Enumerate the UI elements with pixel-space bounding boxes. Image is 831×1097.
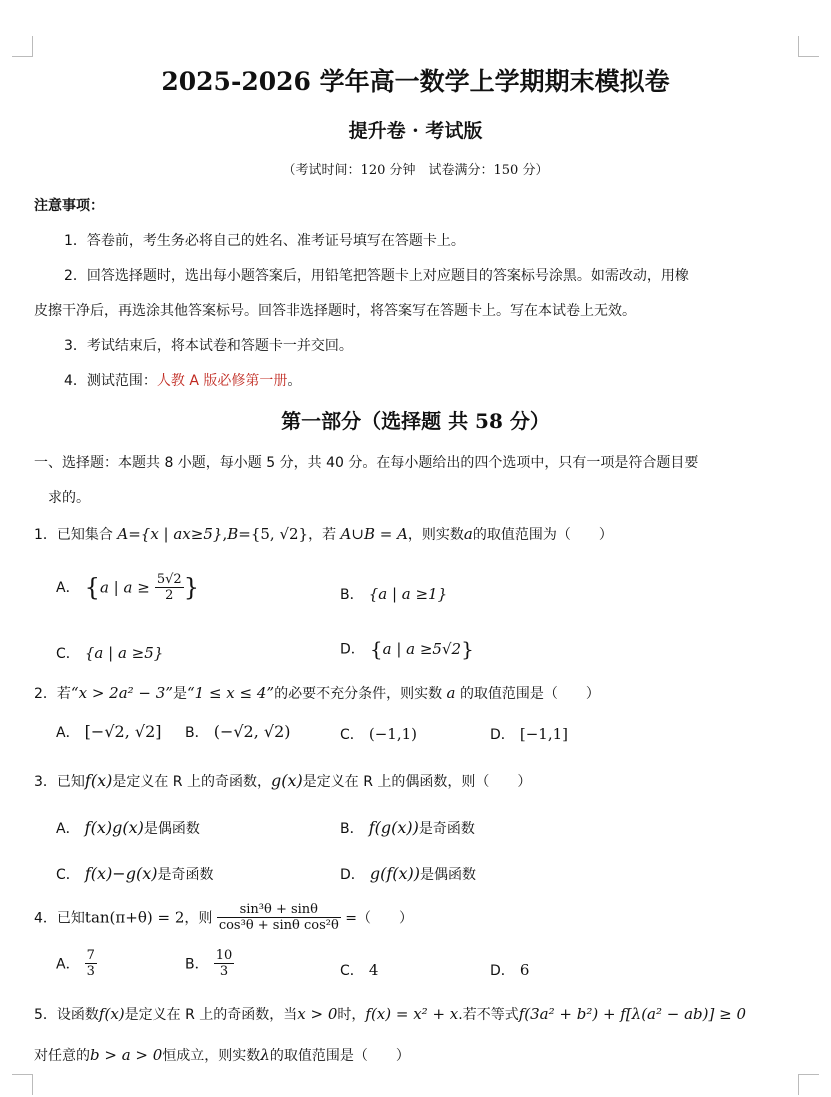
q2-mid: 是 <box>172 686 187 702</box>
q3-option-c[interactable] <box>56 864 213 884</box>
page-subtitle: 提升卷 · 考试版 <box>348 120 483 142</box>
q1-mid: ，若 <box>308 527 337 543</box>
page-title: 2025-2026 学年高一数学上学期期末模拟卷 <box>161 67 670 96</box>
crop-mark-top-left <box>12 36 33 57</box>
q1-option-a-fraction <box>155 572 184 603</box>
q2-option-a-text: [−√2, √2] <box>84 722 162 741</box>
q3-option-b-text: 是奇函数 <box>418 821 475 837</box>
q4-option-a[interactable] <box>56 948 97 979</box>
q3-option-c-label: C． <box>56 867 80 883</box>
q1-a-brace-right: } <box>183 573 199 602</box>
q5-cond2: b > a > 0 <box>90 1046 163 1064</box>
question-5-stem-line2 <box>34 1045 410 1065</box>
q4-option-c-text: 4 <box>368 961 379 979</box>
q4-option-c-label: C． <box>340 963 364 979</box>
q1-d-brace-left: { <box>369 637 383 661</box>
q5-inequality: f(3a² + b²) + f[λ(a² − ab)] ≥ 0 <box>518 1005 747 1023</box>
test-range: 人教 A 版必修第一册 <box>156 373 288 389</box>
q2-option-d[interactable] <box>490 724 568 744</box>
q1-end: 的取值范围为（ ） <box>472 527 613 543</box>
q5-cond: x > 0 <box>297 1005 338 1023</box>
q3-option-d-label: D． <box>340 867 365 883</box>
q1-condition: A∪B = A <box>340 525 408 543</box>
q4-option-b-fraction <box>214 948 235 979</box>
q3-t2: 是定义在 R 上的偶函数，则（ ） <box>302 774 532 790</box>
q4-option-a-fraction <box>85 948 97 979</box>
q4-mid: ，则 <box>184 910 213 927</box>
notice-heading: 注意事项： <box>34 198 104 214</box>
q3-option-c-math: f(x)−g(x) <box>84 864 158 883</box>
q1-var: a <box>463 525 473 543</box>
q4-end: =（ ） <box>345 910 413 927</box>
q1-set-b: 5, √2 <box>260 525 299 543</box>
q1-set-a: A={x | ax≥5} <box>117 525 223 543</box>
q5-num: 5．设函数 <box>34 1007 99 1023</box>
q3-option-c-text: 是奇函数 <box>157 867 214 883</box>
q5-t1: 是定义在 R 上的奇函数，当 <box>124 1007 298 1023</box>
q4-num: 4．已知 <box>34 910 85 927</box>
q5-def: f(x) = x² + x <box>365 1005 459 1023</box>
q4-option-d[interactable] <box>490 960 529 980</box>
q1-mid2: ，则实数 <box>407 527 464 543</box>
q1-d-brace-right: } <box>461 637 474 661</box>
q5-t2: 时， <box>337 1007 366 1023</box>
q5-line2-pre: 对任意的 <box>34 1048 90 1064</box>
notice-item-4-suffix: 。 <box>287 373 302 389</box>
q5-t3: .若不等式 <box>458 1007 519 1023</box>
notice-item-3: 3．考试结束后，将本试卷和答题卡一并交回。 <box>64 338 353 354</box>
q1-num: 1．已知集合 <box>34 527 113 543</box>
q1-option-b-text: {a | a ≥1} <box>368 585 448 603</box>
q5-line2-mid: 恒成立，则实数 <box>162 1048 261 1064</box>
q3-option-d[interactable] <box>340 864 476 884</box>
crop-mark-bottom-right <box>798 1074 819 1095</box>
section-instructions-line2: 求的。 <box>48 490 90 506</box>
q3-option-b-label: B． <box>340 821 364 837</box>
q4-option-b[interactable] <box>185 948 234 979</box>
q1-option-c-text: {a | a ≥5} <box>84 644 164 662</box>
notice-item-4-prefix: 4．测试范围： <box>64 373 157 389</box>
q5-f: f(x) <box>98 1005 125 1023</box>
q2-option-c-text: (−1,1) <box>368 725 418 743</box>
notice-item-4 <box>64 370 301 390</box>
q5-var: λ <box>260 1046 270 1064</box>
q2-cond2: “1 ≤ x ≤ 4” <box>186 684 275 702</box>
q1-brace-right: } <box>298 525 309 543</box>
part-one-title: 第一部分（选择题 共 58 分） <box>281 409 550 433</box>
exam-meta: （考试时间：120 分钟 试卷满分：150 分） <box>282 163 549 178</box>
q2-option-c-label: C． <box>340 727 364 743</box>
q2-option-c[interactable] <box>340 724 417 744</box>
q1-option-a[interactable] <box>56 572 199 603</box>
q4-b-den: 3 <box>219 964 229 979</box>
question-3-stem <box>34 771 531 791</box>
question-4-stem <box>34 902 413 933</box>
q1-option-b[interactable] <box>340 584 447 604</box>
question-2-stem <box>34 683 600 703</box>
q4-condition: tan(π+θ) = 2 <box>84 908 185 927</box>
q2-option-a-label: A． <box>56 725 80 741</box>
q4-option-c[interactable] <box>340 960 378 980</box>
q2-end1: 的必要不充分条件，则实数 <box>274 686 443 702</box>
q1-option-a-text: a | a ≥ <box>99 578 150 597</box>
section-instructions-line1: 一、选择题：本题共 8 小题，每小题 5 分，共 40 分。在每小题给出的四个选项中，只有一项是符合题目要 <box>34 455 699 471</box>
q5-line2-end: 的取值范围是（ ） <box>269 1048 410 1064</box>
q2-option-b[interactable] <box>185 722 291 742</box>
q2-option-b-label: B． <box>185 725 209 741</box>
q1-a-den: 2 <box>165 588 174 603</box>
q4-option-d-label: D． <box>490 963 515 979</box>
crop-mark-top-right <box>798 36 819 57</box>
q2-option-b-text: (−√2, √2) <box>213 722 291 741</box>
q1-option-d-text: a | a ≥5√2 <box>382 640 462 658</box>
q3-option-a-text: 是偶函数 <box>143 821 200 837</box>
q4-a-num: 7 <box>86 948 95 963</box>
notice-item-2-line2: 皮擦干净后，再选涂其他答案标号。回答非选择题时，将答案写在答题卡上。写在本试卷上无效。 <box>34 303 636 319</box>
q2-cond1: “x > 2a² − 3” <box>70 684 173 702</box>
q1-option-d[interactable] <box>340 637 474 661</box>
q3-option-d-math: g(f(x)) <box>369 864 421 883</box>
q1-option-c[interactable] <box>56 643 163 663</box>
q1-set-b-prefix: B= <box>227 525 251 543</box>
q2-option-a[interactable] <box>56 722 161 742</box>
q1-brace-left: { <box>250 525 261 543</box>
q3-g: g(x) <box>271 771 303 790</box>
q4-fraction <box>217 902 341 933</box>
question-5-stem-line1 <box>34 1004 746 1024</box>
q1-a-brace-left: { <box>84 573 100 602</box>
q4-frac-num: sin³θ + sinθ <box>217 902 341 918</box>
q3-t1: 是定义在 R 上的奇函数， <box>112 774 271 790</box>
q3-num: 3．已知 <box>34 774 85 790</box>
notice-item-2-line1: 2．回答选择题时，选出每小题答案后，用铅笔把答题卡上对应题目的答案标号涂黑。如需改动，用橡 <box>64 268 689 284</box>
q4-b-num: 10 <box>215 948 233 963</box>
q4-option-b-label: B． <box>185 956 209 973</box>
q3-f: f(x) <box>84 771 113 790</box>
q1-sep: , <box>222 525 228 543</box>
q2-option-d-label: D． <box>490 727 515 743</box>
q4-a-den: 3 <box>86 964 95 979</box>
q4-option-d-text: 6 <box>519 961 530 979</box>
q3-option-b-math: f(g(x)) <box>368 818 419 837</box>
notice-item-1: 1．答卷前，考生务必将自己的姓名、准考证号填写在答题卡上。 <box>64 233 465 249</box>
q3-option-b[interactable] <box>340 818 475 838</box>
q4-option-a-label: A． <box>56 956 80 973</box>
q1-option-c-label: C． <box>56 646 80 662</box>
q2-option-d-text: [−1,1] <box>519 725 569 743</box>
q3-option-a-label: A． <box>56 821 80 837</box>
q4-frac-den: cos³θ + sinθ cos²θ <box>218 918 339 933</box>
q1-option-d-label: D． <box>340 641 365 658</box>
question-1-stem <box>34 524 613 544</box>
crop-mark-bottom-left <box>12 1074 33 1095</box>
q1-option-a-label: A． <box>56 580 80 596</box>
q2-var: a <box>446 684 456 702</box>
q3-option-a-math: f(x)g(x) <box>84 818 144 837</box>
q3-option-d-text: 是偶函数 <box>420 867 477 883</box>
q1-a-num: 5√2 <box>156 572 182 587</box>
q2-num: 2．若 <box>34 686 71 702</box>
q2-end2: 的取值范围是（ ） <box>459 686 600 702</box>
q1-option-b-label: B． <box>340 587 364 603</box>
q3-option-a[interactable] <box>56 818 200 838</box>
